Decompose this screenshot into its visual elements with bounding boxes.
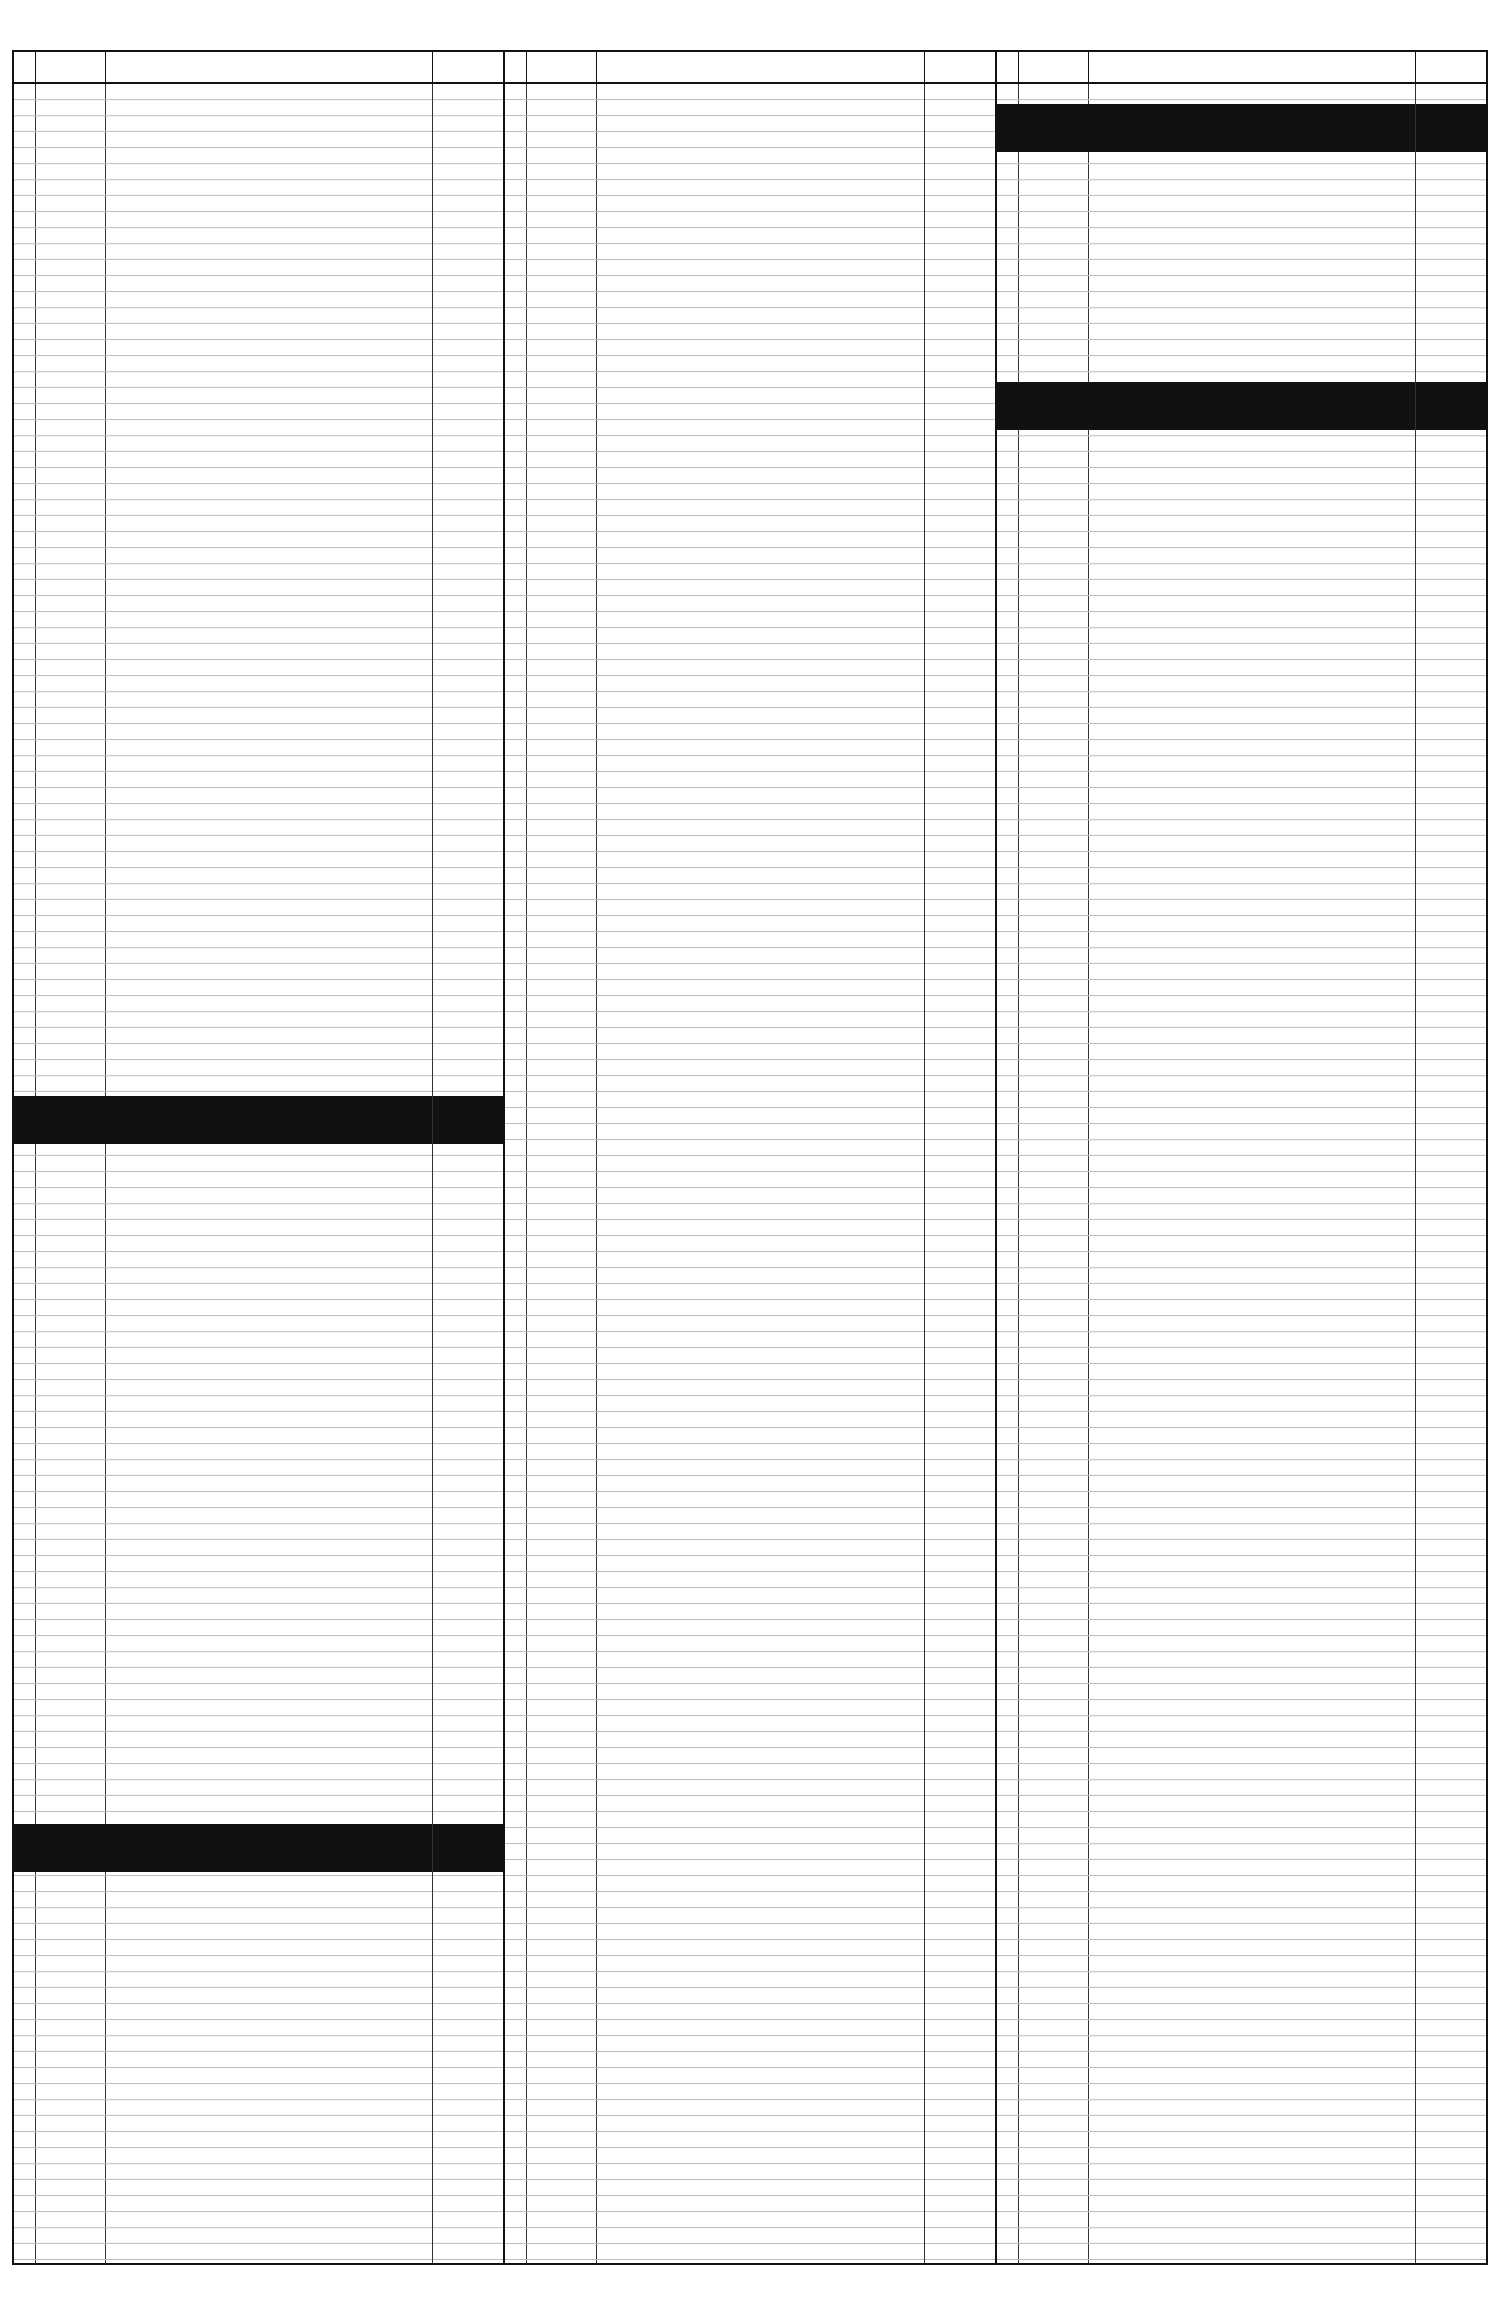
header-cell <box>1089 52 1416 82</box>
header-cell <box>1019 52 1089 82</box>
table-header <box>14 52 503 84</box>
header-cell <box>14 52 36 82</box>
column-3 <box>997 50 1488 2265</box>
header-cell <box>106 52 433 82</box>
header-cell <box>997 52 1019 82</box>
branch-banner <box>14 1096 503 1144</box>
header-cell <box>925 52 995 82</box>
table-header <box>505 52 994 84</box>
table-body <box>14 84 503 2263</box>
table-header <box>997 52 1486 84</box>
header-cell <box>597 52 924 82</box>
header-cell <box>433 52 503 82</box>
branch-banner <box>997 104 1486 152</box>
column-1 <box>12 50 505 2265</box>
column-2 <box>505 50 996 2265</box>
listing-columns <box>12 50 1488 2265</box>
page-header <box>12 6 1488 28</box>
header-cell <box>36 52 106 82</box>
header-cell <box>527 52 597 82</box>
header-cell <box>1416 52 1486 82</box>
table-body <box>997 84 1486 2263</box>
header-cell <box>505 52 527 82</box>
branch-banner <box>997 382 1486 430</box>
table-body <box>505 84 994 2263</box>
branch-banner <box>14 1824 503 1872</box>
